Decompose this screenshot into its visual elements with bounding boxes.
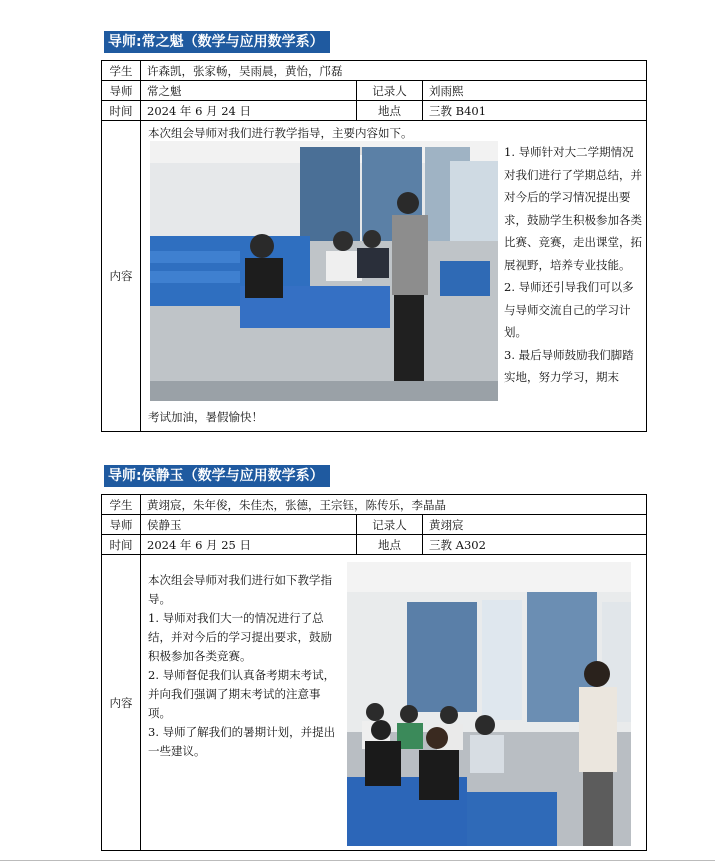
time-label: 时间 xyxy=(102,535,141,555)
content-point-2: 2. 导师还引导我们可以多与导师交流自己的学习计划。 xyxy=(504,280,634,339)
mentor-label: 导师 xyxy=(102,81,141,101)
content-point-3: 3. 最后导师鼓励我们脚踏实地，努力学习，期末 xyxy=(504,347,634,384)
content-point-2: 2. 导师督促我们认真备考期末考试，并向我们强调了期末考试的注意事项。 xyxy=(148,668,336,720)
mentor-heading-1: 导师:常之魁（数学与应用数学系） xyxy=(104,31,330,53)
students-value: 许森凯，张家畅，吴雨晨，黄怡，邝磊 xyxy=(141,61,647,81)
content-intro: 本次组会导师对我们进行如下教学指导。 xyxy=(148,573,332,606)
recorder-value: 刘雨熙 xyxy=(423,81,647,101)
recorder-label: 记录人 xyxy=(357,515,423,535)
record-table-2 xyxy=(101,494,647,851)
page-divider xyxy=(0,860,715,861)
content-label: 内容 xyxy=(102,121,141,432)
content-cell xyxy=(141,555,647,851)
mentor-value: 侯静玉 xyxy=(141,515,357,535)
classroom-photo xyxy=(347,562,631,846)
mentor-label: 导师 xyxy=(102,515,141,535)
recorder-label: 记录人 xyxy=(357,81,423,101)
content-intro: 本次组会导师对我们进行教学指导，主要内容如下。 xyxy=(148,126,413,140)
content-label: 内容 xyxy=(102,555,141,851)
place-value: 三教 A302 xyxy=(423,535,647,555)
place-label: 地点 xyxy=(357,101,423,121)
content-point-1: 1. 导师针对大二学期情况对我们进行了学期总结，并对今后的学习情况提出要求，鼓励学生积极参加各类比赛、竞赛，走出课堂，拓展视野，培养专业技能。 xyxy=(504,145,642,272)
time-value: 2024 年 6 月 24 日 xyxy=(141,101,357,121)
content-closing: 考试加油，暑假愉快！ xyxy=(148,410,263,424)
time-value: 2024 年 6 月 25 日 xyxy=(141,535,357,555)
place-value: 三教 B401 xyxy=(423,101,647,121)
students-label: 学生 xyxy=(102,61,141,81)
content-cell xyxy=(141,121,647,432)
content-point-3: 3. 导师了解我们的暑期计划，并提出一些建议。 xyxy=(148,725,336,758)
record-table-1 xyxy=(101,60,647,432)
mentor-heading-2: 导师:侯静玉（数学与应用数学系） xyxy=(104,465,330,487)
mentor-value: 常之魁 xyxy=(141,81,357,101)
classroom-photo xyxy=(150,141,498,401)
content-point-1: 1. 导师对我们大一的情况进行了总结，并对今后的学习提出要求，鼓励积极参加各类竞赛。 xyxy=(148,611,332,663)
time-label: 时间 xyxy=(102,101,141,121)
students-label: 学生 xyxy=(102,495,141,515)
students-value: 黄翊宸，朱年俊，朱佳杰，张德，王宗钰，陈传乐，李晶晶 xyxy=(141,495,647,515)
recorder-value: 黄翊宸 xyxy=(423,515,647,535)
place-label: 地点 xyxy=(357,535,423,555)
